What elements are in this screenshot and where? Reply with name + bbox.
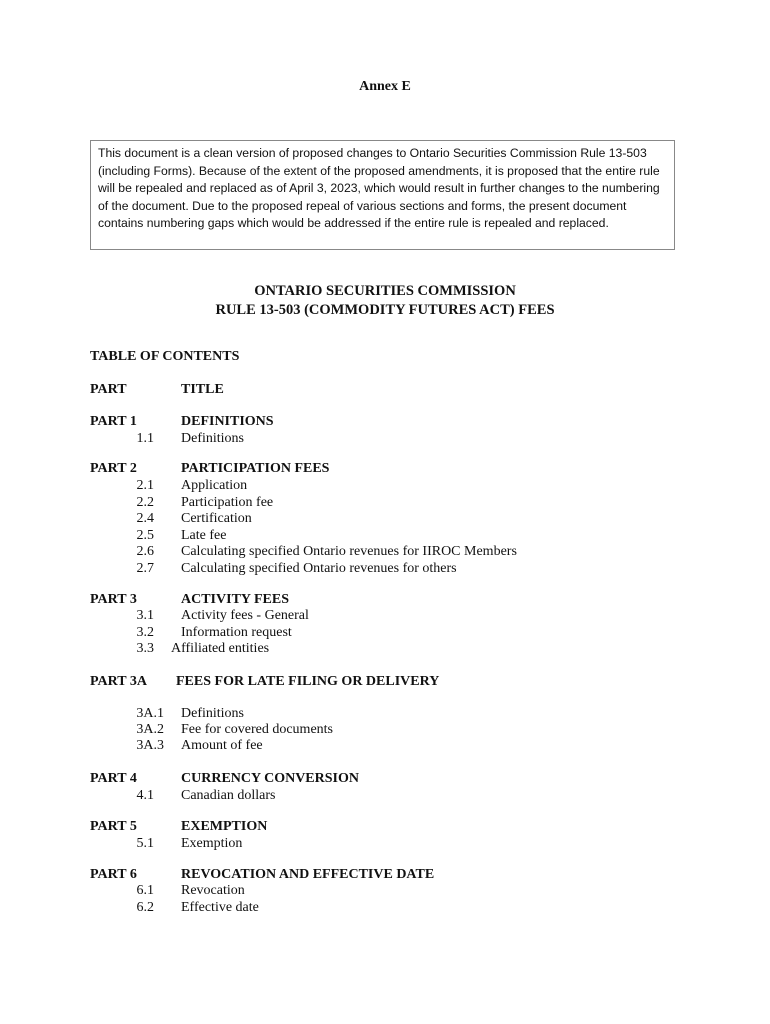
section-title: Participation fee <box>181 495 274 510</box>
section-number: 2.4 <box>136 511 154 526</box>
section-title: Information request <box>181 625 292 640</box>
part-label: PART 3 <box>90 592 137 607</box>
section-number: 3A.3 <box>136 738 164 753</box>
part-title: PARTICIPATION FEES <box>181 461 330 476</box>
section-title: Calculating specified Ontario revenues for others <box>181 561 457 576</box>
section-number: 3.3 <box>136 641 154 656</box>
toc-heading: TABLE OF CONTENTS <box>90 349 240 364</box>
section-number: 6.2 <box>136 900 154 915</box>
section-number: 2.6 <box>136 544 154 559</box>
section-title: Amount of fee <box>181 738 263 753</box>
part-label: PART 1 <box>90 414 137 429</box>
part-label: PART 2 <box>90 461 137 476</box>
section-number: 2.7 <box>136 561 154 576</box>
section-number: 3A.2 <box>136 722 164 737</box>
section-title: Fee for covered documents <box>181 722 333 737</box>
notice-box: This document is a clean version of proposed changes to Ontario Securities Commission Rule 13-503 (including Forms). Because of the extent of the proposed amendments, it is proposed that the entire rule will be repealed and replaced as of April 3, 2023, which would result in further changes to the numbering of the document. Due to the proposed repeal of various sections and forms, the present document contains numbering gaps which would be addressed if the entire rule is repealed and replaced. <box>90 140 675 250</box>
part-label: PART 3A <box>90 674 147 689</box>
section-number: 1.1 <box>136 431 154 446</box>
part-label: PART 5 <box>90 819 137 834</box>
section-number: 3A.1 <box>136 706 164 721</box>
section-title: Definitions <box>181 431 244 446</box>
section-title: Calculating specified Ontario revenues for IIROC Members <box>181 544 517 559</box>
section-title: Definitions <box>181 706 244 721</box>
part-label: PART 4 <box>90 771 137 786</box>
section-title: Certification <box>181 511 252 526</box>
section-number: 2.5 <box>136 528 154 543</box>
section-title: Affiliated entities <box>171 641 270 656</box>
section-number: 6.1 <box>136 883 154 898</box>
part-title: ACTIVITY FEES <box>181 592 290 607</box>
section-title: Late fee <box>181 528 227 543</box>
section-number: 2.1 <box>136 478 154 493</box>
section-title: Effective date <box>181 900 259 915</box>
part-label: PART 6 <box>90 867 137 882</box>
section-number: 2.2 <box>136 495 154 510</box>
part-title: CURRENCY CONVERSION <box>181 771 359 786</box>
part-title: EXEMPTION <box>181 819 268 834</box>
section-number: 3.1 <box>136 608 154 623</box>
column-header-title: TITLE <box>181 382 224 397</box>
section-title: Application <box>181 478 248 493</box>
part-title: FEES FOR LATE FILING OR DELIVERY <box>176 674 440 689</box>
part-title: REVOCATION AND EFFECTIVE DATE <box>181 867 435 882</box>
section-title: Revocation <box>181 883 245 898</box>
part-title: DEFINITIONS <box>181 414 274 429</box>
section-number: 4.1 <box>136 788 154 803</box>
section-title: Activity fees - General <box>181 608 309 623</box>
section-title: Exemption <box>181 836 243 851</box>
section-number: 3.2 <box>136 625 154 640</box>
document-title-line-1: ONTARIO SECURITIES COMMISSION <box>254 283 516 299</box>
section-title: Canadian dollars <box>181 788 276 803</box>
annex-label: Annex E <box>359 79 411 94</box>
column-header-part: PART <box>90 382 127 397</box>
document-title-line-2: RULE 13-503 (COMMODITY FUTURES ACT) FEES <box>215 302 555 318</box>
section-number: 5.1 <box>136 836 154 851</box>
